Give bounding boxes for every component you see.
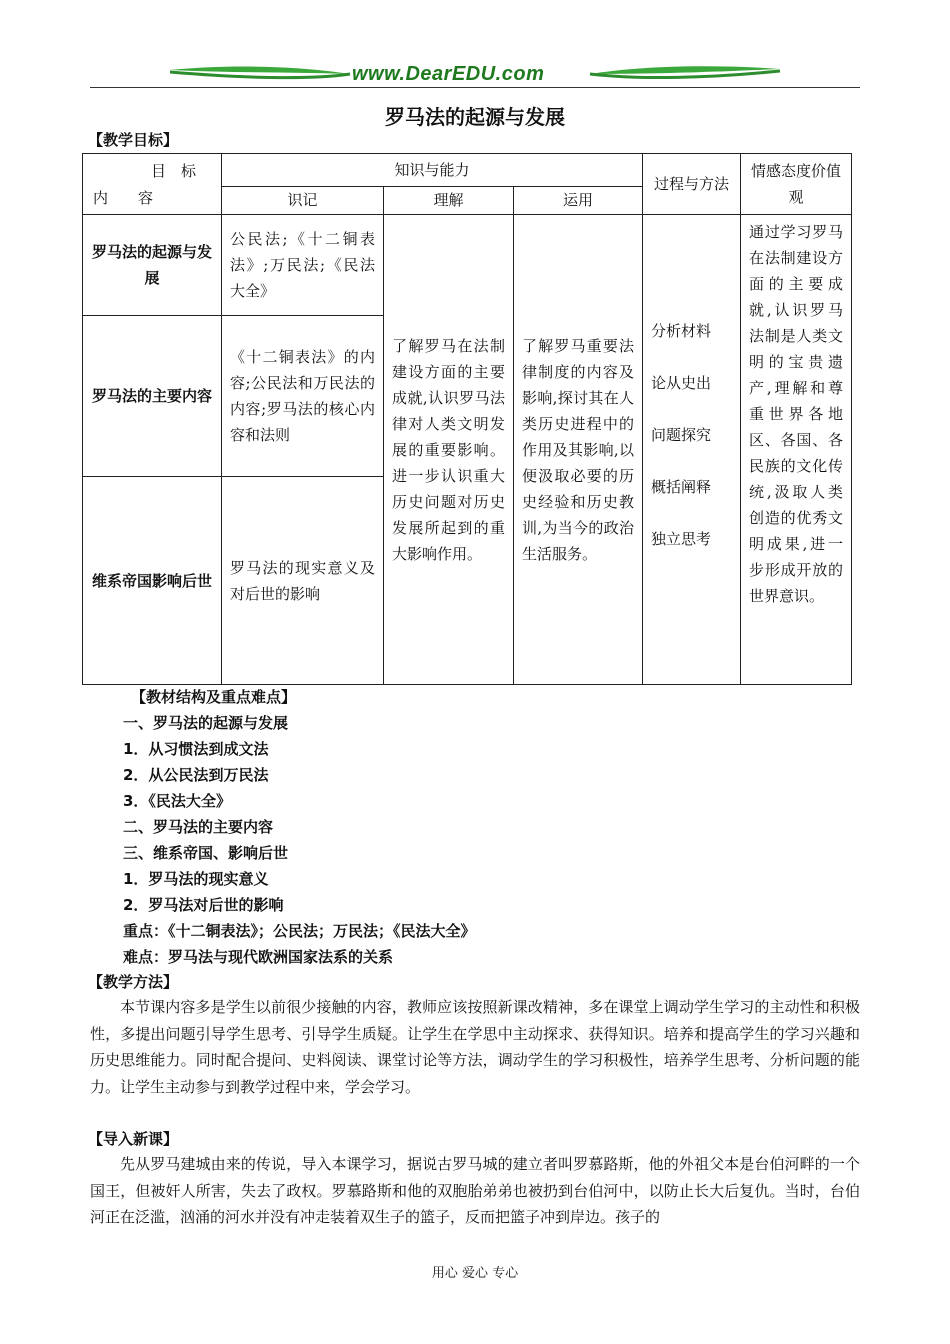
objectives-table	[82, 153, 852, 685]
page-title: 罗马法的起源与发展	[385, 105, 565, 129]
method-item: 论从史出	[651, 373, 712, 392]
knowledge-header: 知识与能力	[222, 154, 643, 187]
method-item: 问题探究	[651, 425, 712, 444]
outline-item: 1．罗马法的现实意义	[123, 870, 269, 888]
understand-cell: 了解罗马在法制建设方面的主要成就,认识罗马法律对人类文明发展的重要影响。进一步认识重大历史问题对历史发展所起到的重大影响作用。	[384, 215, 514, 685]
page-footer: 用心 爱心 专心	[431, 1266, 519, 1281]
method-paragraph: 本节课内容多是学生以前很少接触的内容，教师应该按照新课改精神，多在课堂上调动学生学习的主动性和积极性，多提出问题引导学生思考、引导学生质疑。让学生在学思中主动探求、获得知识。培养和提高学生的学习兴趣和历史思维能力。同时配合提问、史料阅读、课堂讨论等方法，调动学生的学习积极性，培养学生思考、分析问题的能力。让学生主动参与到教学过程中来，学会学习。	[90, 998, 860, 1096]
key-points: 重点：《十二铜表法》；公民法；万民法；《民法大全》	[123, 922, 476, 940]
method-item: 概括阐释	[651, 477, 712, 496]
outline-item: 3．《民法大全》	[123, 792, 231, 810]
objectives-heading: 【教学目标】	[88, 131, 179, 149]
method-heading: 【教学方法】	[88, 973, 179, 991]
methods-cell	[643, 215, 741, 685]
corner-top-label: 目 标	[151, 162, 197, 180]
table-corner-cell	[83, 154, 222, 215]
outline-item: 1．从习惯法到成文法	[123, 740, 269, 758]
understand-header: 理解	[384, 186, 514, 214]
row-recall-content: 《十二铜表法》的内容;公民法和万民法的内容;罗马法的核心内容和法则	[222, 316, 384, 477]
method-item: 分析材料	[651, 321, 712, 340]
outline-item: 2．从公民法到万民法	[123, 766, 269, 784]
values-cell: 通过学习罗马在法制建设方面的主要成就,认识罗马法制是人类文明的宝贵遗产,理解和尊重世界各地区、各国、各民族的文化传统,汲取人类创造的优秀文明成果,进一步形成开放的世界意识。	[741, 215, 852, 685]
intro-paragraph: 先从罗马建城由来的传说，导入本课学习，据说古罗马城的建立者叫罗慕路斯，他的外祖父本是台伯河畔的一个国王，但被奸人所害，失去了政权。罗慕路斯和他的双胞胎弟弟也被扔到台伯河中，以防止长大后复仇。当时，台伯河正在泛滥，汹涌的河水并没有冲走装着双生子的篮子，反而把篮子冲到岸边。孩子的	[90, 1155, 860, 1226]
recall-header: 识记	[222, 186, 384, 214]
corner-bottom-label: 内 容	[93, 189, 154, 207]
structure-outline	[123, 684, 476, 970]
difficult-points: 难点：罗马法与现代欧洲国家法系的关系	[123, 948, 394, 966]
site-logo[interactable]: www.DearEDU.com	[352, 63, 545, 85]
row-recall-legacy: 罗马法的现实意义及对后世的影响	[222, 477, 384, 685]
outline-item: 一、罗马法的起源与发展	[123, 714, 289, 732]
outline-item: 二、罗马法的主要内容	[123, 818, 274, 836]
row-label-content: 罗马法的主要内容	[83, 316, 222, 477]
row-recall-origin: 公民法;《十二铜表法》;万民法;《民法大全》	[222, 215, 384, 316]
intro-heading: 【导入新课】	[88, 1130, 179, 1148]
page-header	[90, 60, 860, 90]
row-label-origin: 罗马法的起源与发展	[83, 215, 222, 316]
attitude-header: 情感态度价值观	[741, 154, 852, 215]
outline-item: 三、维系帝国、影响后世	[123, 844, 289, 862]
row-label-legacy: 维系帝国影响后世	[83, 477, 222, 685]
header-rule	[90, 87, 860, 88]
process-header: 过程与方法	[643, 154, 741, 215]
outline-item: 2．罗马法对后世的影响	[123, 896, 284, 914]
method-item: 独立思考	[651, 529, 712, 548]
structure-heading: 【教材结构及重点难点】	[131, 688, 297, 706]
apply-header: 运用	[514, 186, 643, 214]
apply-cell: 了解罗马重要法律制度的内容及影响,探讨其在人类历史进程中的作用及其影响,以便汲取必要的历史经验和历史教训,为当今的政治生活服务。	[514, 215, 643, 685]
